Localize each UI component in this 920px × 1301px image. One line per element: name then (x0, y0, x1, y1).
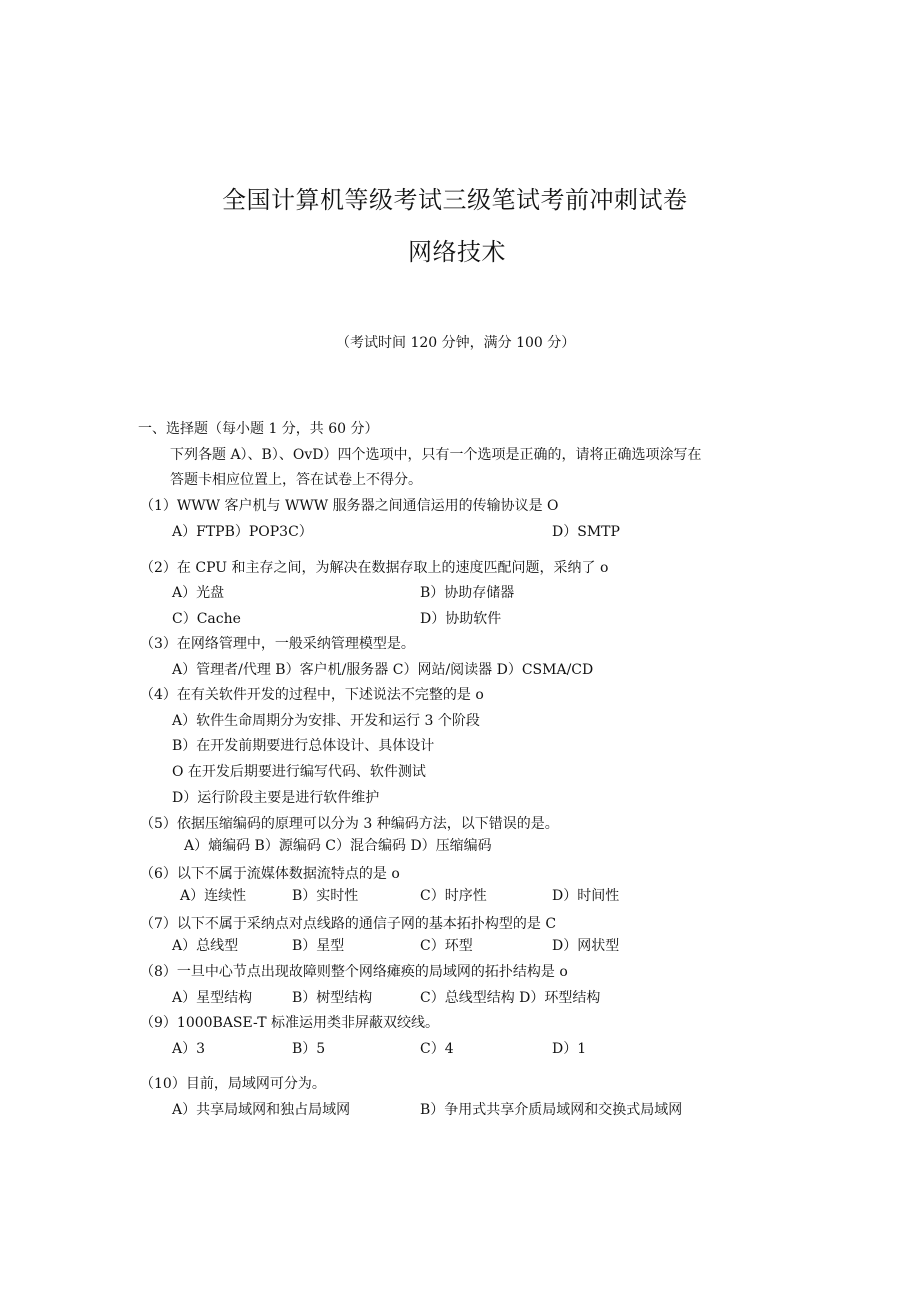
question-10-stem: （10）目前，局域网可分为。 (140, 1076, 326, 1092)
instructions-line-2: 答题卡相应位置上，答在试卷上不得分。 (170, 472, 422, 488)
page-subtitle: 网络技术 (408, 238, 506, 266)
exam-info: （考试时间 120 分钟，满分 100 分） (336, 335, 576, 351)
question-4-option-b: B）在开发前期要进行总体设计、具体设计 (172, 738, 435, 754)
question-9-option-b: B）5 (292, 1041, 326, 1057)
question-8-stem: （8）一旦中心节点出现故障则整个网络瘫痪的局域网的拓扑结构是 o (140, 964, 568, 980)
question-4-option-a: A）软件生命周期分为安排、开发和运行 3 个阶段 (172, 713, 480, 729)
question-2-option-d: D）协助软件 (420, 611, 502, 627)
question-1-options-abc: A）FTPB）POP3C） (172, 524, 313, 540)
question-5-options: A）熵编码 B）源编码 C）混合编码 D）压缩编码 (184, 838, 492, 854)
question-6-option-a: A）连续性 (180, 888, 247, 904)
question-7-option-c: C）环型 (420, 938, 473, 954)
question-10-option-b: B）争用式共享介质局域网和交换式局域网 (420, 1102, 683, 1118)
question-6-stem: （6）以下不属于流媒体数据流特点的是 o (140, 866, 400, 882)
question-8-option-b: B）树型结构 (292, 990, 373, 1006)
question-1-option-d: D）SMTP (552, 524, 620, 540)
question-2-option-a: A）光盘 (172, 585, 225, 601)
question-5-stem: （5）依据压缩编码的原理可以分为 3 种编码方法，以下错误的是。 (140, 816, 559, 832)
question-9-option-a: A）3 (172, 1041, 206, 1057)
question-4-stem: （4）在有关软件开发的过程中，下述说法不完整的是 o (140, 687, 484, 703)
page-title: 全国计算机等级考试三级笔试考前冲刺试卷 (222, 186, 688, 214)
question-3-stem: （3）在网络管理中，一般采纳管理模型是。 (140, 636, 415, 652)
question-7-option-b: B）星型 (292, 938, 345, 954)
instructions-line-1: 下列各题 A）、B）、OvD）四个选项中，只有一个选项是正确的，请将正确选项涂写在 (170, 447, 702, 463)
question-3-options: A）管理者/代理 B）客户机/服务器 C）网站/阅读器 D）CSMA/CD (172, 662, 594, 678)
question-9-option-d: D）1 (552, 1041, 587, 1057)
question-2-option-b: B）协助存储器 (420, 585, 515, 601)
question-9-stem: （9）1000BASE-T 标准运用类非屏蔽双绞线。 (140, 1015, 440, 1031)
question-8-option-a: A）星型结构 (172, 990, 253, 1006)
question-9-option-c: C）4 (420, 1041, 454, 1057)
question-6-option-b: B）实时性 (292, 888, 359, 904)
question-2-stem: （2）在 CPU 和主存之间，为解决在数据存取上的速度匹配问题，采纳了 o (140, 560, 609, 576)
question-7-option-a: A）总线型 (172, 938, 239, 954)
question-7-stem: （7）以下不属于采纳点对点线路的通信子网的基本拓扑构型的是 C (140, 916, 557, 932)
question-7-option-d: D）网状型 (552, 938, 620, 954)
question-6-option-c: C）时序性 (420, 888, 487, 904)
question-4-option-d: D）运行阶段主要是进行软件维护 (172, 790, 380, 806)
question-6-option-d: D）时间性 (552, 888, 620, 904)
section-heading: 一、选择题（每小题 1 分，共 60 分） (138, 421, 379, 437)
question-2-option-c: C）Cache (172, 611, 241, 627)
question-4-option-c: O 在开发后期要进行编写代码、软件测试 (172, 764, 426, 780)
question-10-option-a: A）共享局域网和独占局域网 (172, 1102, 351, 1118)
question-8-options-cd: C）总线型结构 D）环型结构 (420, 990, 601, 1006)
question-1-stem: （1）WWW 客户机与 WWW 服务器之间通信运用的传输协议是 O (140, 498, 559, 514)
